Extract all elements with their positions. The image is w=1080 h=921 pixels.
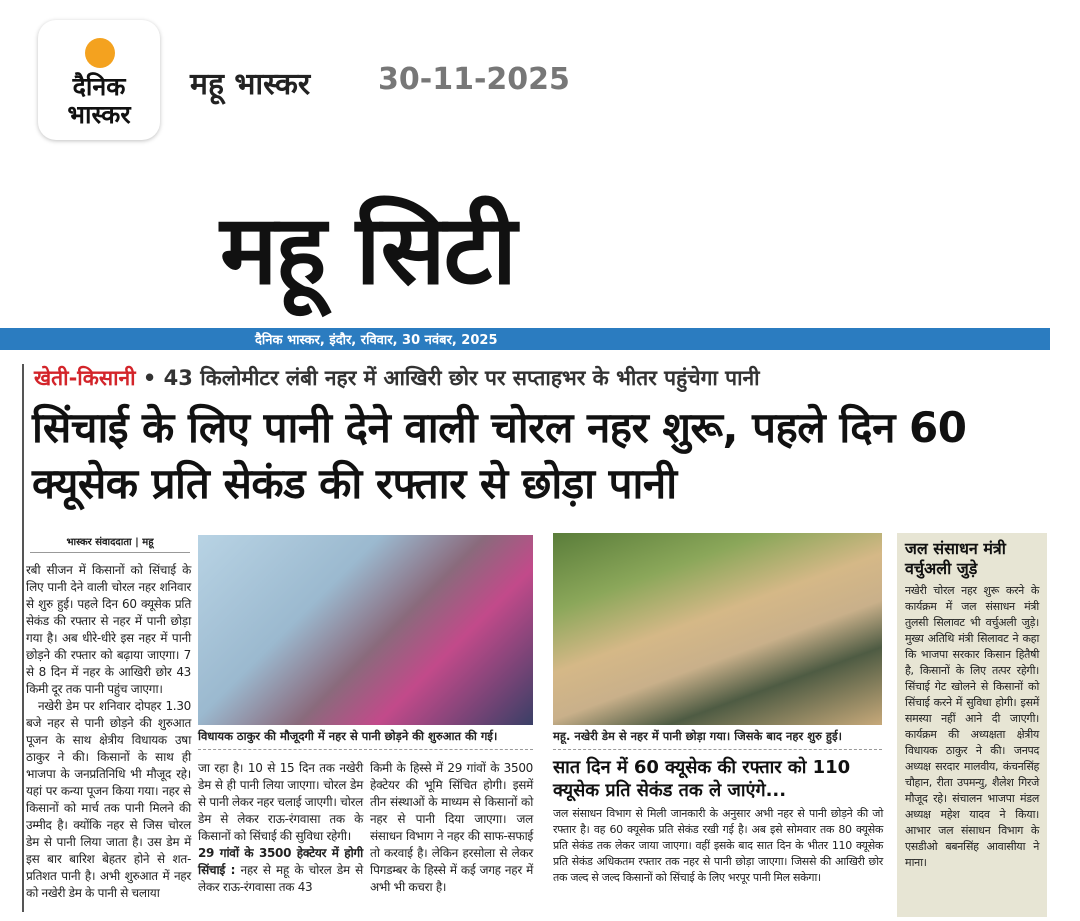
dateline: दैनिक भास्कर, इंदौर, रविवार, 30 नवंबर, 2025 [255,333,498,348]
paragraph: नखेरी डेम पर शनिवार दोपहर 1.30 बजे नहर से पानी छोड़ने की शुरुआत पूजन के साथ क्षेत्रीय विधायक उषा ठाकुर ने की। किसानों के साथ ही भाजपा के जनप्रतिनिधि भी मौजूद रहे। यहां पर कन्या पूजन किया गया। नहर से किसानों को मार्च तक पानी मिलने की उम्मीद है। क्योंकि नहर से जिस चोरल डेम से पानी लिया जाता है। उस डेम में इस बार बारिश बेहतर होने से शत-प्रतिशत पानी है। अभी शुरुआत में नहर को नखेरी डेम के पानी से चलाया [26,699,191,900]
photo-caption: महू. नखेरी डेम से नहर में पानी छोड़ा गया। जिसके बाद नहर शुरु हुई। [553,729,882,750]
sidebar-text: नखेरी चोरल नहर शुरू करने के कार्यक्रम में जल संसाधन मंत्री तुलसी सिलावट भी वर्चुअली जुड़े। मुख्य अतिथि मंत्री सिलावट ने कहा कि भाजपा सरकार किसान हितैषी है, किसानों के लिए तत्पर रहेगी। सिंचाई गेट खोलने से किसानों को सिंचाई करने में सुविधा होगी। इसमें समस्या नहीं आने दी जाएगी। कार्यक्रम की अध्यक्षता क्षेत्रीय विधायक ठाकुर ने की। जनपद अध्यक्ष सरदार मालवीय, कंचनसिंह चौहान, रीता उपमन्यु, शैलेश गिरजे मौजूद रहे। संचालन भाजपा मंडल अध्यक्ष महेश यादव ने किया। आभार जल संसाधन विभाग के एसडीओ बबनसिंह आवासीया ने माना। [905,584,1039,869]
kicker [34,364,760,392]
edition-title: महू भास्कर [190,67,311,102]
headline: सिंचाई के लिए पानी देने वाली चोरल नहर शुरू, पहले दिन 60 क्यूसेक प्रति सेकंड की रफ्तार से छोड़ा पानी [32,403,967,508]
byline: भास्कर संवाददाता | महू [30,534,190,553]
dateline-bar [0,328,1050,350]
edition-date[interactable]: 30-11-2025 [378,62,570,97]
kicker-category: खेती-किसानी [34,366,136,390]
logo-text-line1: दैनिक [72,72,126,101]
section-title: महू सिटी [220,194,515,306]
kicker-text: • 43 किलोमीटर लंबी नहर में आखिरी छोर पर सप्ताहभर के भीतर पहुंचेगा पानी [135,366,760,390]
paragraph: रबी सीजन में किसानों को सिंचाई के लिए पानी देने वाली चोरल नहर शनिवार से शुरु हुई। पहले दिन 60 क्यूसेक प्रति सेकंड की रफ्तार से नहर में पानी छोड़ा गया है। अब धीरे-धीरे इस नहर में पानी छोड़ने की रफ्तार को बढ़ाया जाएगा। 7 से 8 दिन में नहर के आखिरी छोर 43 किमी दूर तक पानी पहुंच जाएगा। [26,563,191,696]
paragraph: जा रहा है। 10 से 15 दिन तक नखेरी डेम से ही पानी लिया जाएगा। चोरल डेम से पानी लेकर नहर चलाई जाएगी। चोरल डेम से लेकर राऊ-रंगवासा तक के किसानों को सिंचाई की सुविधा रहेगी। [198,761,363,843]
paragraph: किमी के हिस्से में 29 गांवों के 3500 हेक्टेयर की भूमि सिंचित होगी। इसमें तीन संस्थाओं के माध्यम से किसानों को नहर से पानी दिया जाएगा। जल संसाधन विभाग ने नहर की साफ-सफाई तो करवाई है। लेकिन हरसोला से लेकर पिगडम्बर के हिस्से में कई जगह नहर में अभी भी कचरा है। [370,761,533,894]
photo-canal-water[interactable] [553,533,882,725]
article-column-2 [198,760,363,896]
article-column-4: जल संसाधन विभाग से मिली जानकारी के अनुसार अभी नहर से पानी छोड़ने की जो रफ्तार है। वह 60 क्यूसेक प्रति सेकंड रखी गई है। अब इसे सोमवार तक 80 क्यूसेक प्रति सेकंड तक लेकर जाया जाएगा। वहीं इसके बाद सात दिन के भीतर 110 क्यूसेक प्रति सेकंड अधिकतम रफ्तार तक नहर से पानी छोड़ा जाएगा। जिससे की आखिरी छोर तक जल्द से जल्द किसानों को सिंचाई के लिए भरपूर पानी मिल सकेगा। [553,807,883,884]
inline-subhead: 29 गांवों के 3500 हेक्टेयर में होगी सिंचाई : [198,846,363,877]
dainik-bhaskar-logo[interactable] [38,20,160,140]
article-column-3 [370,760,533,896]
paragraph: नहर से महू के चोरल डेम से लेकर राऊ-रंगवासा तक 43 [198,863,363,894]
column-rule [22,364,24,912]
sidebar-title: जल संसाधन मंत्री वर्चुअली जुड़े [905,539,1006,578]
photo-caption: विधायक ठाकुर की मौजूदगी में नहर से पानी छोड़ने की शुरुआत की गई। [198,729,533,750]
photo-canal-inauguration[interactable] [198,535,533,725]
subheadline: सात दिन में 60 क्यूसेक की रफ्तार को 110 क्यूसेक प्रति सेकंड तक ले जाएंगे... [553,757,851,801]
sun-icon [85,38,115,68]
article-column-1 [26,562,191,902]
sidebar-box [897,533,1047,917]
logo-text-line2: भास्कर [67,100,131,129]
